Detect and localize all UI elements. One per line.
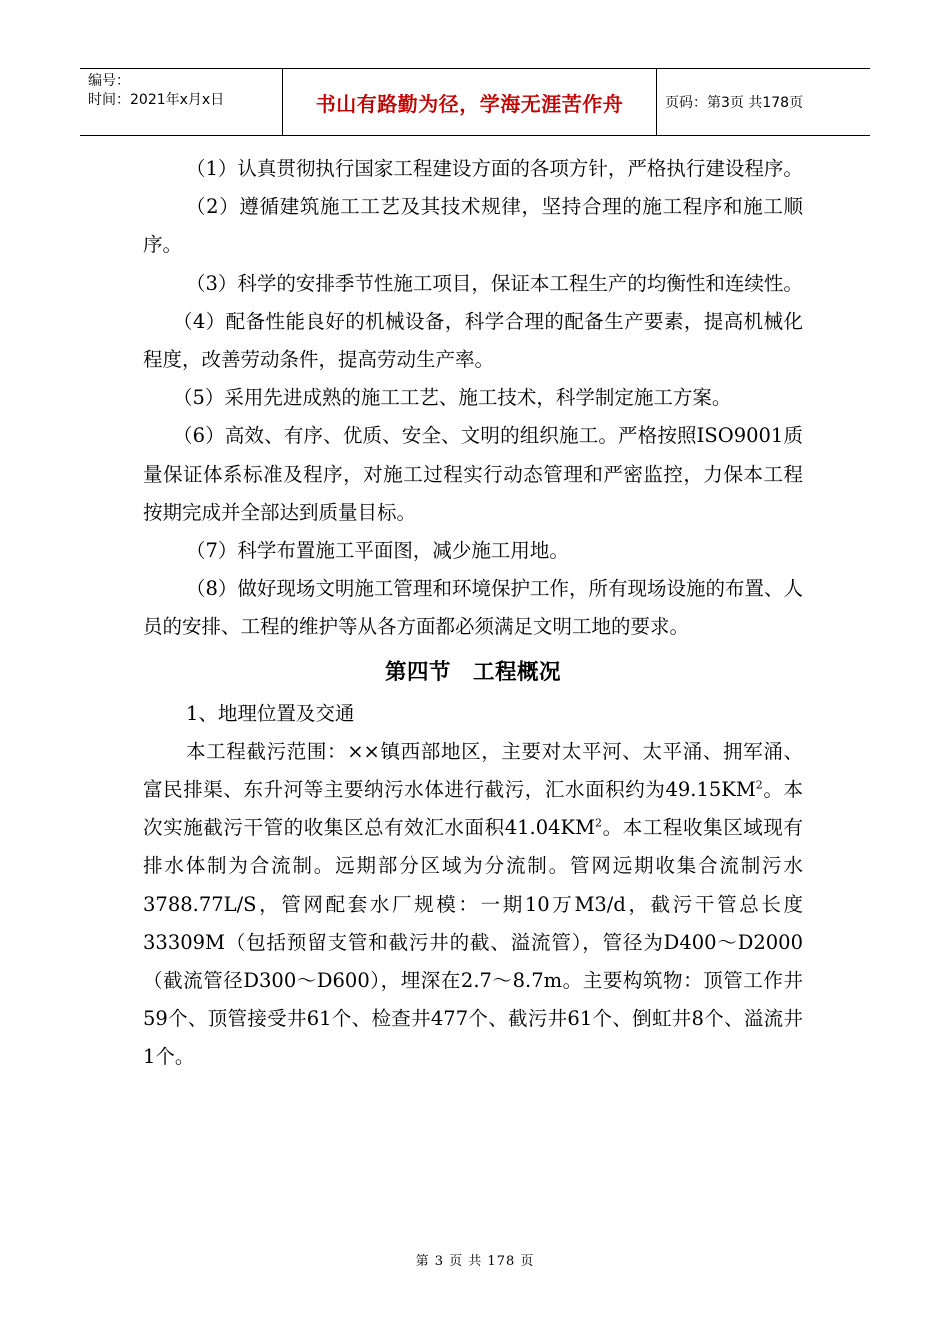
number-label: 编号： (88, 73, 130, 89)
header-meta (80, 69, 283, 135)
motto: 书山有路勤为径，学海无涯苦作舟 (315, 91, 624, 116)
superscript-1: 2 (755, 778, 763, 792)
superscript-2: 2 (595, 816, 603, 830)
overview-text-2: 。本次实施截污干管的收集区总有效汇水面积41.04KM (143, 778, 803, 840)
subheading: 1、地理位置及交通 (186, 701, 355, 725)
principle-8: （8）做好现场文明施工管理和环境保护工作，所有现场设施的布置、人员的安排、工程的维护等从各方面都必须满足文明工地的要求。 (143, 577, 803, 639)
principle-6: （6）高效、有序、优质、安全、文明的组织施工。严格按照ISO9001质量保证体系标准及程序，对施工过程实行动态管理和严密监控，力保本工程按期完成并全部达到质量目标。 (143, 424, 803, 524)
principle-1: （1）认真贯彻执行国家工程建设方面的各项方针，严格执行建设程序。 (186, 157, 803, 180)
principle-5: （5）采用先进成熟的施工工艺、施工技术，科学制定施工方案。 (173, 386, 732, 410)
document-body (143, 150, 803, 1077)
header-motto-cell (283, 69, 657, 135)
principle-4: （4）配备性能良好的机械设备，科学合理的配备生产要素，提高机械化程度，改善劳动条件，提高劳动生产率。 (143, 309, 803, 372)
header-page-code-cell (657, 69, 870, 135)
page-header (80, 68, 870, 136)
page-code: 页码：第3页 共178页 (665, 95, 804, 111)
overview-text-1: 本工程截污范围：××镇西部地区，主要对太平河、太平涌、拥军涌、富民排渠、东升河等主要纳污水体进行截污，汇水面积约为49.15KM (143, 739, 803, 802)
principle-3: （3）科学的安排季节性施工项目，保证本工程生产的均衡性和连续性。 (186, 271, 803, 295)
principle-7: （7）科学布置施工平面图，减少施工用地。 (186, 539, 569, 563)
time-label: 时间：2021年x月x日 (88, 92, 225, 108)
section-heading: 第四节 工程概况 (384, 659, 561, 685)
overview-paragraph (143, 733, 803, 1077)
principle-2: （2）遵循建筑施工工艺及其技术规律，坚持合理的施工程序和施工顺序。 (143, 195, 803, 257)
overview-text-3: 。本工程收集区域现有排水体制为合流制。远期部分区域为分流制。管网远期收集合流制污水3788.77L/S，管网配套水厂规模：一期10万M3/d，截污干管总长度33309M（包括预留支管和截污井的截、溢流管），管径为D400～D2000（截流管径D300～D600），埋深在2.7～8.7m。主要构筑物：顶管工作井59个、顶管接受井61个、检查井477个、截污井61个、倒虹井8个、溢流井1个。 (143, 816, 803, 1069)
page-footer: 第 3 页 共 178 页 (415, 1254, 535, 1269)
